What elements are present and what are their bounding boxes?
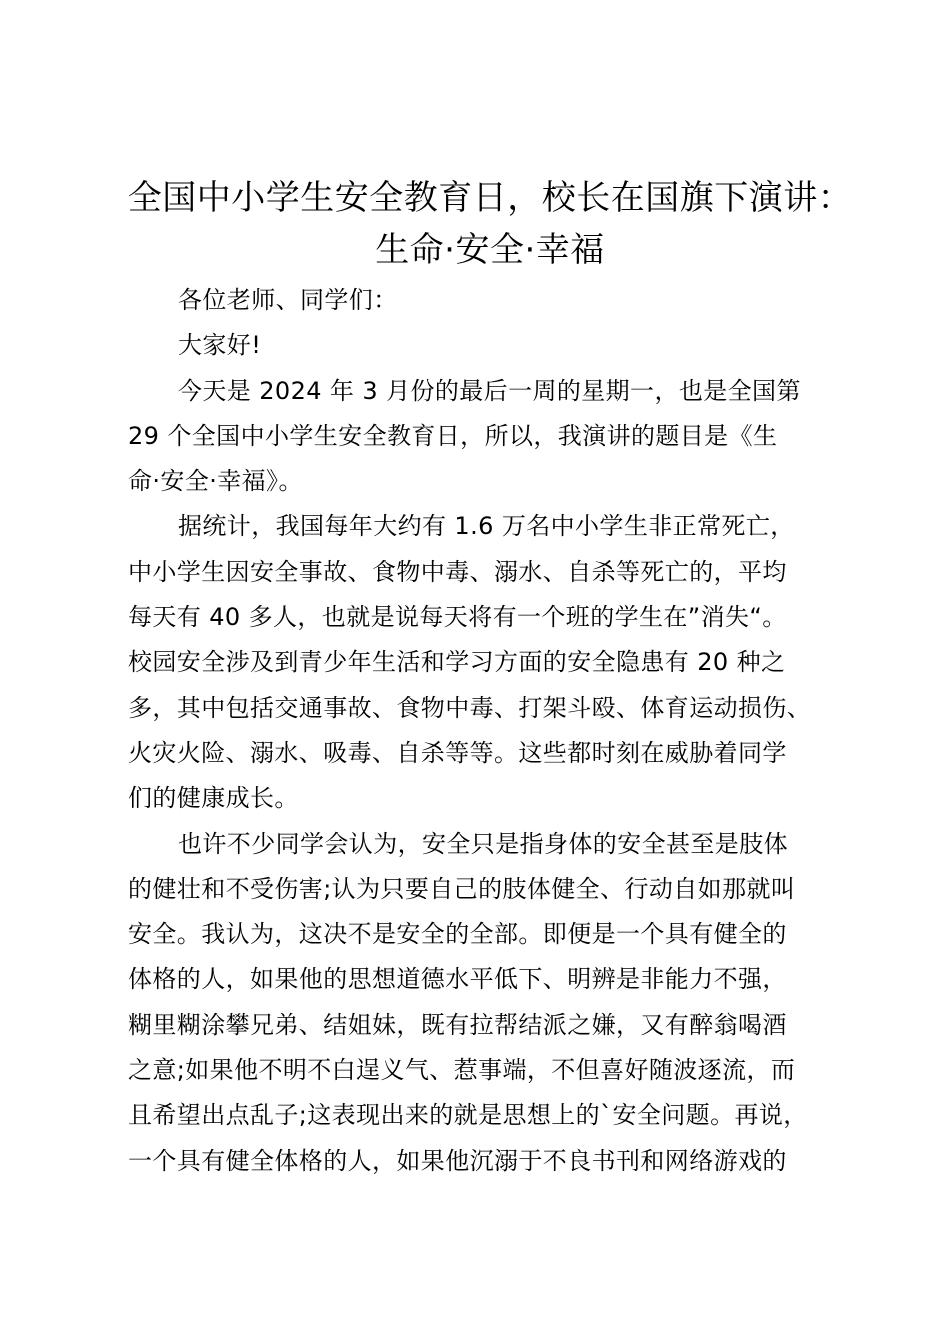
title-line-1: 全国中小学生安全教育日，校长在国旗下演讲： xyxy=(127,178,853,218)
greeting-line: 大家好! xyxy=(178,331,262,360)
paragraph-line: 校园安全涉及到青少年生活和学习方面的安全隐患有 20 种之 xyxy=(128,648,786,677)
paragraph-line: 们的健康成长。 xyxy=(128,784,299,813)
paragraph-line: 据统计，我国每年大约有 1.6 万名中小学生非正常死亡， xyxy=(178,512,795,541)
paragraph-line: 且希望出点乱子;这表现出来的就是思想上的`安全问题。再说， xyxy=(128,1101,808,1130)
document-title xyxy=(110,172,870,276)
paragraph-line: 体格的人，如果他的思想道德水平低下、明辨是非能力不强， xyxy=(128,965,787,994)
paragraph-line: 命·安全·幸福》。 xyxy=(128,467,303,496)
paragraph-line: 每天有 40 多人，也就是说每天将有一个班的学生在”消失“。 xyxy=(128,603,787,632)
paragraph-line: 29 个全国中小学生安全教育日，所以，我演讲的题目是《生 xyxy=(128,421,778,450)
paragraph-line: 的健壮和不受伤害;认为只要自己的肢体健全、行动自如那就叫 xyxy=(128,874,796,903)
document-body xyxy=(128,278,868,1184)
paragraph-line: 一个具有健全体格的人，如果他沉溺于不良书刊和网络游戏的 xyxy=(128,1146,787,1175)
paragraph-line: 之意;如果他不明不白逞义气、惹事端，不但喜好随波逐流，而 xyxy=(128,1056,796,1085)
paragraph-line: 安全。我认为，这决不是安全的全部。即便是一个具有健全的 xyxy=(128,920,787,949)
salutation-line: 各位老师、同学们： xyxy=(178,286,398,314)
paragraph-line: 今天是 2024 年 3 月份的最后一周的星期一，也是全国第 xyxy=(178,376,801,405)
paragraph-line: 火灾火险、溺水、吸毒、自杀等等。这些都时刻在威胁着同学 xyxy=(128,738,787,767)
title-line-2: 生命·安全·幸福 xyxy=(375,230,605,270)
paragraph-line: 糊里糊涂攀兄弟、结姐妹，既有拉帮结派之嫌，又有醉翁喝酒 xyxy=(128,1010,787,1039)
paragraph-line: 多，其中包括交通事故、食物中毒、打架斗殴、体育运动损伤、 xyxy=(128,693,812,722)
paragraph-line: 也许不少同学会认为，安全只是指身体的安全甚至是肢体 xyxy=(178,829,788,858)
paragraph-line: 中小学生因安全事故、食物中毒、溺水、自杀等死亡的，平均 xyxy=(128,557,787,586)
